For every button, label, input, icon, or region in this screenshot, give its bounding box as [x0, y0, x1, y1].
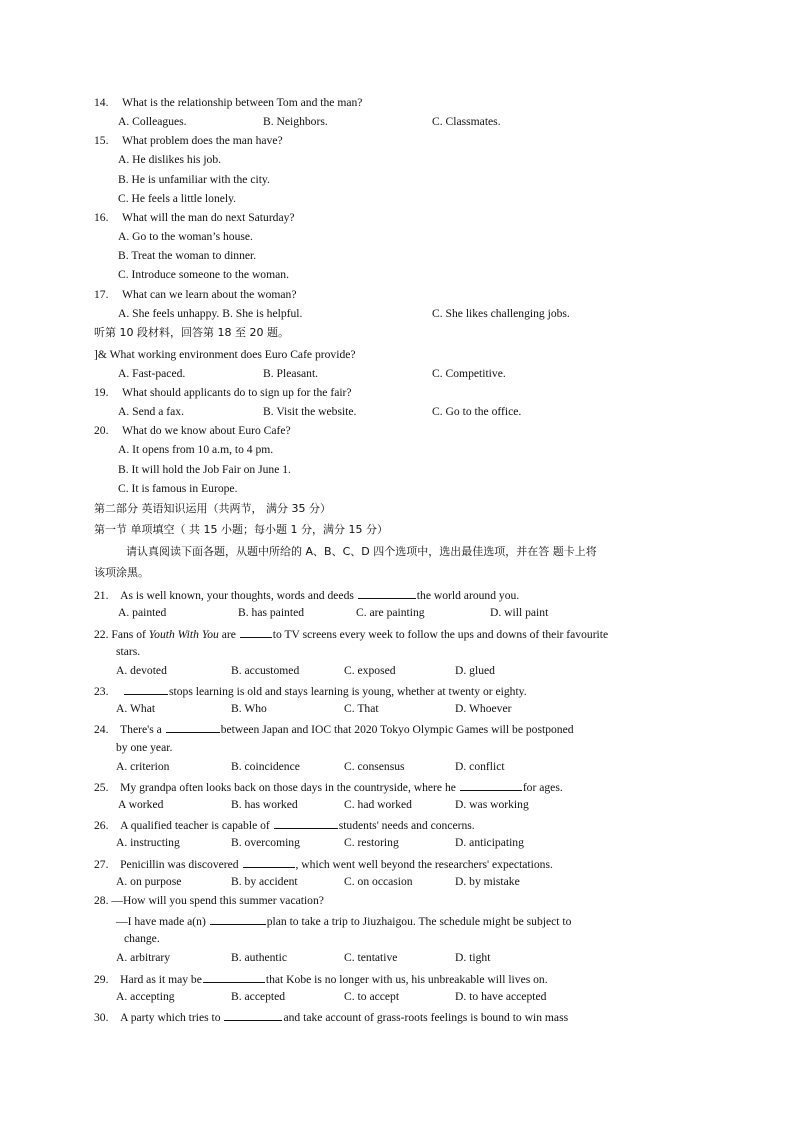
q20-option-a: A. It opens from 10 a.m, to 4 pm. — [118, 443, 274, 456]
q27-stem — [94, 856, 553, 872]
q28-number: 28. — [94, 894, 109, 907]
q17-stem: What can we learn about the woman? — [122, 288, 297, 301]
part2-heading: 第二部分 英语知识运用（共两节， 满分 35 分） — [94, 502, 331, 515]
q30-blank — [224, 1009, 282, 1021]
q28-line2 — [116, 913, 571, 929]
q26-option-c: C. restoring — [344, 836, 399, 849]
q24-blank — [166, 721, 220, 733]
q28-line1 — [94, 894, 324, 908]
q28-pre: —I have made a(n) — [116, 915, 206, 928]
q25-option-a: A worked — [118, 798, 164, 811]
q24-option-c: C. consensus — [344, 760, 405, 773]
q23-option-a: A. What — [116, 702, 156, 715]
q24-continuation: by one year. — [116, 741, 173, 754]
q21-pre: As is well known, your thoughts, words and deeds — [120, 589, 354, 602]
q19-stem: What should applicants do to sign up for the fair? — [122, 386, 352, 399]
q21-post: the world around you. — [416, 589, 520, 602]
q26-blank — [274, 817, 338, 829]
q29-option-c: C. to accept — [344, 990, 400, 1003]
q24-number: 24. — [94, 723, 109, 736]
q16-stem: What will the man do next Saturday? — [122, 211, 295, 224]
q16-option-b: B. Treat the woman to dinner. — [118, 249, 257, 262]
section-10-heading: 听第 10 段材料，回答第 18 至 20 题。 — [94, 326, 289, 339]
q19-option-c: C. Go to the office. — [432, 405, 522, 418]
q25-option-b: B. has worked — [231, 798, 298, 811]
q23-stem — [94, 683, 527, 699]
q26-option-d: D. anticipating — [455, 836, 524, 849]
q24-stem — [94, 721, 574, 737]
q29-pre: Hard as it may be — [120, 973, 202, 986]
q29-option-b: B. accepted — [231, 990, 286, 1003]
q24-post: between Japan and IOC that 2020 Tokyo Olympic Games will be postponed — [220, 723, 574, 736]
q30-stem — [94, 1009, 568, 1025]
q22-option-a: A. devoted — [116, 664, 167, 677]
section1-heading: 第一节 单项填空（ 共 15 小题；每小题 1 分，满分 15 分） — [94, 523, 388, 536]
q25-option-c: C. had worked — [344, 798, 412, 811]
q26-option-b: B. overcoming — [231, 836, 300, 849]
q21-blank — [358, 587, 416, 599]
q25-post: for ages. — [522, 781, 563, 794]
q22-stem — [94, 626, 608, 642]
q20-option-c: C. It is famous in Europe. — [118, 482, 238, 495]
q15-option-a: A. He dislikes his job. — [118, 153, 222, 166]
q26-stem — [94, 817, 475, 833]
q21-option-b: B. has painted — [238, 606, 305, 619]
q27-pre: Penicillin was discovered — [120, 858, 239, 871]
q28-option-d: D. tight — [455, 951, 491, 964]
q14-option-c: C. Classmates. — [432, 115, 501, 128]
q27-option-d: D. by mistake — [455, 875, 520, 888]
q20-number: 20. — [94, 424, 109, 437]
q23-post: stops learning is old and stays learning is young, whether at twenty or eighty. — [169, 685, 527, 698]
q24-pre: There's a — [120, 723, 162, 736]
q24-option-a: A. criterion — [116, 760, 170, 773]
q18-option-c: C. Competitive. — [432, 367, 506, 380]
q19-number: 19. — [94, 386, 109, 399]
q19-option-a: A. Send a fax. — [118, 405, 185, 418]
q18-stem: ]& What working environment does Euro Cafe provide? — [94, 348, 356, 361]
q15-option-b: B. He is unfamiliar with the city. — [118, 173, 270, 186]
q29-number: 29. — [94, 973, 109, 986]
instructions-line1: 请认真阅读下面各题，从题中所给的 A、B、C、D 四个选项中，选出最佳选项，并在答 题卡上将 — [126, 545, 597, 558]
q29-option-a: A. accepting — [116, 990, 175, 1003]
q23-option-d: D. Whoever — [455, 702, 512, 715]
q19-option-b: B. Visit the website. — [263, 405, 357, 418]
q28-option-b: B. authentic — [231, 951, 288, 964]
q22-continuation: stars. — [116, 645, 141, 658]
q21-option-c: C. are painting — [356, 606, 425, 619]
q14-option-b: B. Neighbors. — [263, 115, 328, 128]
q28-post: plan to take a trip to Jiuzhaigou. The schedule might be subject to — [266, 915, 572, 928]
q30-post: and take account of grass-roots feelings is bound to win mass — [283, 1011, 569, 1024]
q14-number: 14. — [94, 96, 109, 109]
q16-number: 16. — [94, 211, 109, 224]
q28-continuation: change. — [124, 932, 160, 945]
q17-option-ab: A. She feels unhappy. B. She is helpful. — [118, 307, 303, 320]
q29-stem — [94, 971, 548, 987]
q21-option-a: A. painted — [118, 606, 167, 619]
q27-blank — [243, 856, 295, 868]
q28-question: —How will you spend this summer vacation? — [111, 894, 324, 907]
q22-post: to TV screens every week to follow the ups and downs of their favourite — [272, 628, 609, 641]
q30-pre: A party which tries to — [120, 1011, 221, 1024]
q22-option-c: C. exposed — [344, 664, 396, 677]
q24-option-d: D. conflict — [455, 760, 505, 773]
q17-option-c: C. She likes challenging jobs. — [432, 307, 570, 320]
q16-option-c: C. Introduce someone to the woman. — [118, 268, 289, 281]
q18-option-a: A. Fast-paced. — [118, 367, 186, 380]
q15-option-c: C. He feels a little lonely. — [118, 192, 237, 205]
q21-number: 21. — [94, 589, 109, 602]
q29-post: that Kobe is no longer with us, his unbreakable will lives on. — [265, 973, 548, 986]
q26-option-a: A. instructing — [116, 836, 180, 849]
q22-mid: are — [221, 628, 236, 641]
q23-number: 23. — [94, 685, 109, 698]
q28-option-a: A. arbitrary — [116, 951, 171, 964]
q30-number: 30. — [94, 1011, 109, 1024]
q25-number: 25. — [94, 781, 109, 794]
q25-pre: My grandpa often looks back on those days in the countryside, where he — [120, 781, 456, 794]
q17-number: 17. — [94, 288, 109, 301]
q20-stem: What do we know about Euro Cafe? — [122, 424, 291, 437]
q22-show-title: Youth With You — [148, 628, 219, 641]
q14-stem: What is the relationship between Tom and the man? — [122, 96, 363, 109]
q26-number: 26. — [94, 819, 109, 832]
q21-option-d: D. will paint — [490, 606, 549, 619]
q22-blank — [240, 626, 272, 638]
q28-option-c: C. tentative — [344, 951, 398, 964]
q25-blank — [460, 779, 522, 791]
q29-blank — [203, 971, 265, 983]
q22-option-d: D. glued — [455, 664, 495, 677]
q14-option-a: A. Colleagues. — [118, 115, 187, 128]
q16-option-a: A. Go to the woman’s house. — [118, 230, 253, 243]
q22-option-b: B. accustomed — [231, 664, 300, 677]
q23-blank — [124, 683, 168, 695]
q25-stem — [94, 779, 563, 795]
q29-option-d: D. to have accepted — [455, 990, 547, 1003]
q24-option-b: B. coincidence — [231, 760, 300, 773]
q27-number: 27. — [94, 858, 109, 871]
q27-option-c: C. on occasion — [344, 875, 413, 888]
q21-stem — [94, 587, 519, 603]
q25-option-d: D. was working — [455, 798, 529, 811]
q15-stem: What problem does the man have? — [122, 134, 283, 147]
q22-pre: 22. Fans of — [94, 628, 146, 641]
q18-option-b: B. Pleasant. — [263, 367, 319, 380]
q23-option-b: B. Who — [231, 702, 267, 715]
q27-option-a: A. on purpose — [116, 875, 182, 888]
q15-number: 15. — [94, 134, 109, 147]
q27-option-b: B. by accident — [231, 875, 298, 888]
q26-pre: A qualified teacher is capable of — [120, 819, 270, 832]
q28-blank — [210, 913, 266, 925]
q23-option-c: C. That — [344, 702, 379, 715]
q26-post: students' needs and concerns. — [338, 819, 475, 832]
instructions-line2: 该项涂黑。 — [94, 566, 149, 579]
q27-post: , which went well beyond the researchers' expectations. — [295, 858, 553, 871]
q20-option-b: B. It will hold the Job Fair on June 1. — [118, 463, 291, 476]
